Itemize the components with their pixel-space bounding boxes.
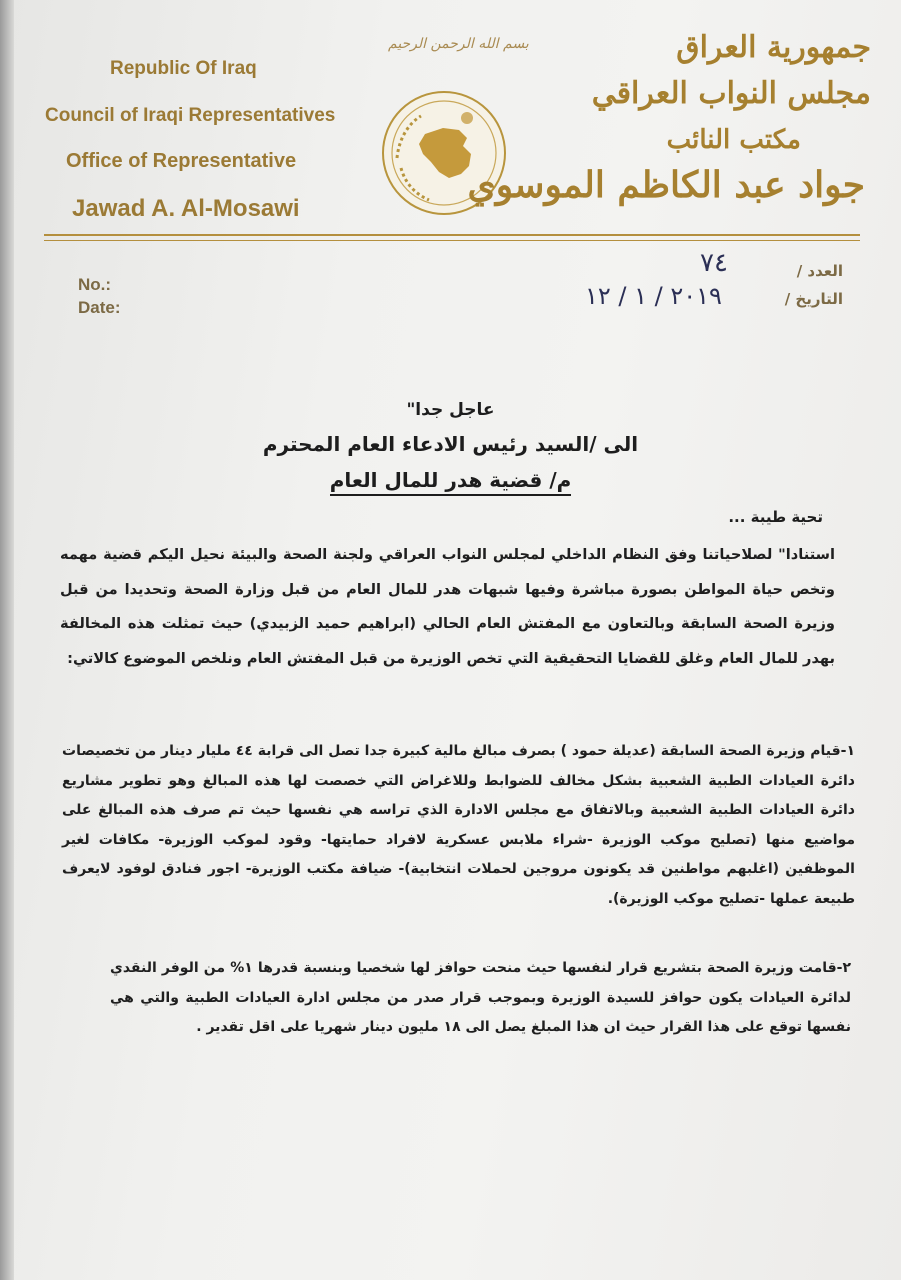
item-2-paragraph: ٢-قامت وزيرة الصحة بتشريع قرار لنفسها حيث منحت حوافز لها شخصيا وبنسبة قدرها ١% من الوفر النقدي لدائرة العيادات يكون حوافز للسيدة الوزيرة وبموجب قرار صدر من مجلس ادارة العيادات الطبية والتي هي نفسها توقع على هذا القرار حيث ان هذا المبلغ يصل الى ١٨ مليون دينار شهريا على اقل تقدير . — [110, 960, 851, 1035]
page-edge-shadow — [0, 0, 14, 1280]
recipient-heading: الى /السيد رئيس الادعاء العام المحترم — [262, 432, 639, 456]
header-divider-bottom — [44, 240, 860, 241]
number-label-ar: العدد / — [796, 262, 843, 280]
letter-number-handwritten: ٧٤ — [700, 248, 728, 278]
urgent-heading: عاجل جدا" — [406, 400, 495, 420]
date-label-en: Date: — [78, 298, 121, 317]
letterhead-ar-office: مكتب النائب — [666, 125, 801, 155]
number-label-en: No.: — [78, 275, 112, 294]
letterhead-en-office: Office of Representative — [66, 150, 297, 172]
basmala: بسم الله الرحمن الرحيم — [388, 36, 529, 52]
item-1-paragraph: ١-قيام وزيرة الصحة السابقة (عديلة حمود ) بصرف مبالغ مالية كبيرة جدا تصل الى قرابة ٤٤ مليار دينار من تخصيصات دائرة العيادات الطبية الشعبية بشكل مخالف للضوابط وللاغراض التي خصصت لها هذه المبالغ وهو تطوير مشاريع دائرة العيادات الطبية الشعبية وبالاتفاق مع مجلس الادارة الذي تراسه هي نفسها حيث تم صرف هذه المبالغ على مواضيع منها (تصليح موكب الوزيرة -شراء ملابس عسكرية لافراد حمايتها- وقود لموكب الوزيرة- مكافات لغير الموظفين (اغلبهم مواطنين قد يكونون مروجين لحملات انتخابية)- ضيافة مكتب الوزيرة- اجور فنادق لوفود لايعرف طبيعة عملها -تصليح موكب الوزيرة). — [62, 743, 855, 907]
greeting: تحية طيبة ... — [728, 508, 823, 526]
letterhead-ar-name: جواد عبد الكاظم الموسوي — [467, 164, 865, 206]
letterhead-en-country: Republic Of Iraq — [110, 58, 257, 79]
intro-paragraph: استنادا" لصلاحياتنا وفق النظام الداخلي لمجلس النواب العراقي ولجنة الصحة والبيئة نحيل اليكم قضية مهمه وتخص حياة المواطن بصورة مباشرة وفيها شبهات هدر للمال العام من قبل وزارة الصحة وتحديدا من قبل وزيرة الصحة السابقة وبالتعاون مع المفتش العام الحالي (ابراهيم حميد الزبيدي) حيث تمثلت هذه المخالفة بهدر للمال العام وغلق للقضايا التحقيقية التي تخص الوزيرة من قبل المفتش العام ونلخص الموضوع كالاتي: — [60, 546, 835, 667]
letterhead-en-council: Council of Iraqi Representatives — [45, 105, 336, 126]
date-label-ar: التاريخ / — [784, 290, 843, 308]
header-divider-top — [44, 234, 860, 236]
letterhead-en-name: Jawad A. Al-Mosawi — [72, 195, 300, 222]
letterhead-ar-country: جمهورية العراق — [676, 30, 871, 65]
subject-heading — [0, 468, 901, 492]
subject-text: م/ قضية هدر للمال العام — [330, 468, 572, 496]
letterhead-ar-council: مجلس النواب العراقي — [591, 76, 871, 111]
letter-date-handwritten: ٢٠١٩ / ١ / ١٢ — [585, 282, 722, 310]
